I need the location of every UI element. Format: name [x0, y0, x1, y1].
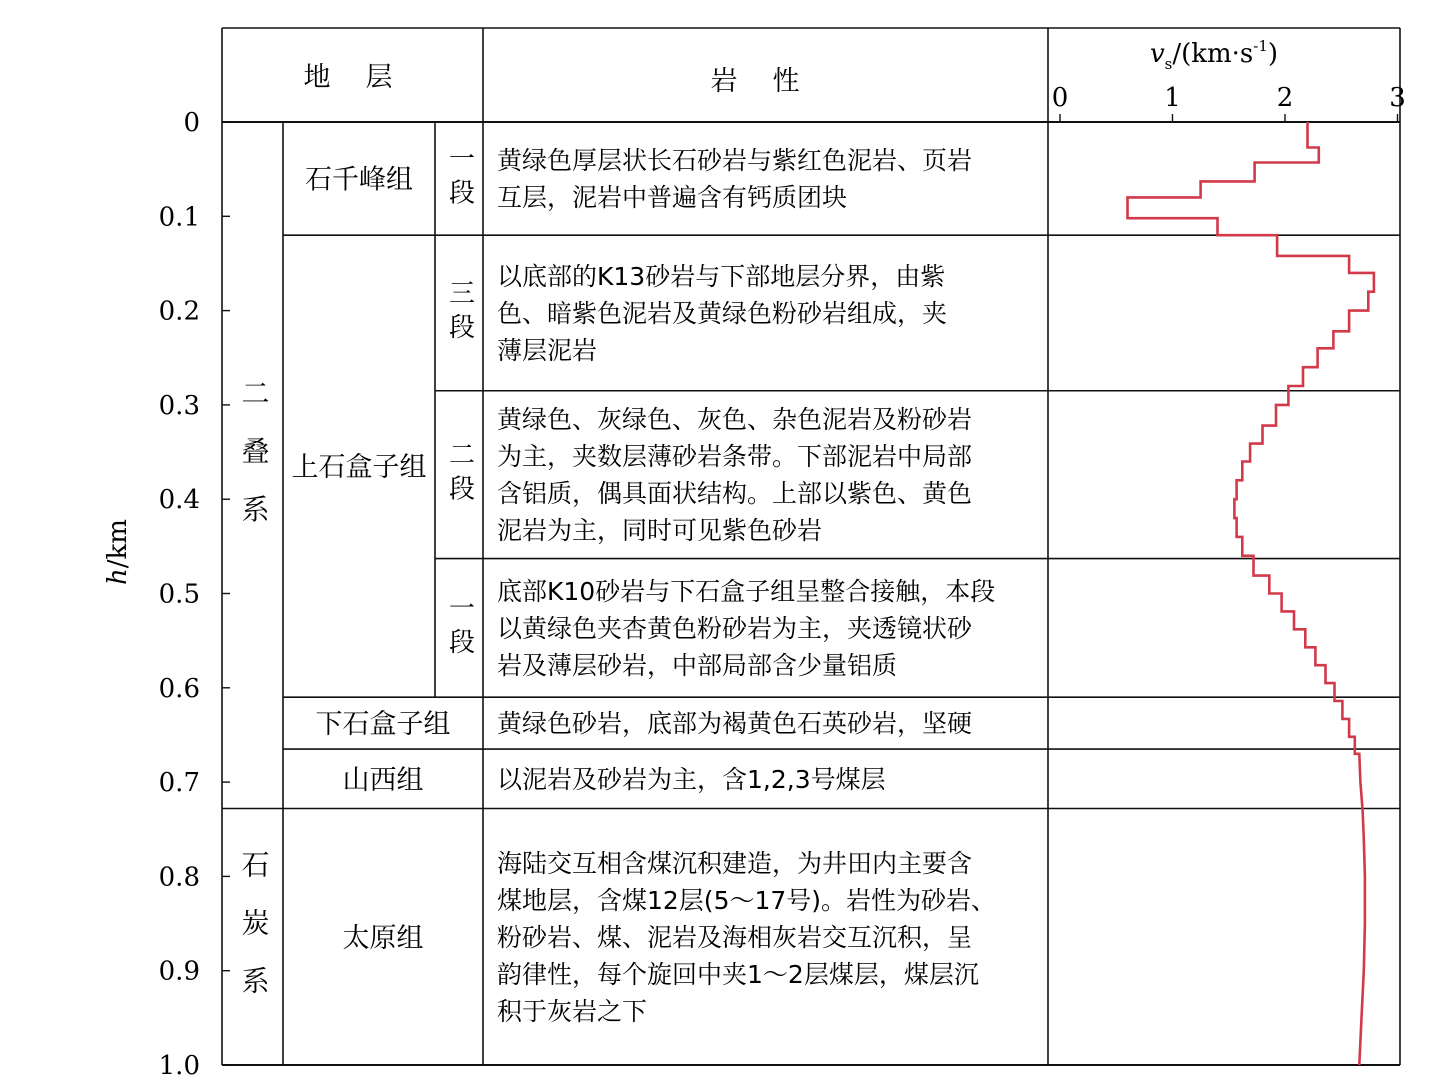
- vs-label-sup: -1: [1253, 37, 1268, 55]
- y-tick-label: 0.8: [158, 862, 200, 893]
- x-tick-label: 2: [1276, 83, 1294, 113]
- lithology-line: 为主，夹数层薄砂岩条带。下部泥岩中局部: [497, 442, 973, 472]
- lithology-line: 底部K10砂岩与下石盒子组呈整合接触，本段: [497, 576, 996, 606]
- system-name: 石炭系: [237, 849, 271, 1024]
- lithology-line: 薄层泥岩: [497, 335, 598, 365]
- vs-label-unit: /(km·s: [1172, 39, 1254, 69]
- x-tick-label: 1: [1164, 83, 1181, 113]
- x-tick-label: 3: [1389, 83, 1406, 113]
- y-label-unit: /km: [103, 519, 133, 569]
- lithology-header: 岩 性: [710, 66, 804, 97]
- y-tick-label: 0.2: [158, 296, 200, 327]
- formation-name: 下石盒子组: [315, 709, 451, 741]
- strata-header: 地 层: [303, 62, 397, 93]
- lithology-line: 以底部的K13砂岩与下部地层分界，由紫: [497, 261, 946, 291]
- lithology-line: 岩及薄层砂岩，中部局部含少量铝质: [497, 650, 898, 680]
- y-axis-ticks: [159, 108, 230, 1081]
- formation-name: 石千峰组: [305, 164, 413, 196]
- y-tick-label: 0.1: [158, 202, 200, 233]
- lithology-line: 粉砂岩、煤、泥岩及海相灰岩交互沉积，呈: [497, 922, 973, 952]
- vs-label-base: v: [1149, 39, 1165, 69]
- x-axis-ticks: [1052, 83, 1406, 122]
- lithology-line: 积于灰岩之下: [497, 996, 648, 1026]
- lithology-line: 泥岩为主，同时可见紫色砂岩: [497, 516, 823, 546]
- member-name: 一段: [444, 144, 475, 213]
- formation-column: [292, 165, 451, 954]
- lithology-line: 互层，泥岩中普遍含有钙质团块: [497, 183, 848, 213]
- y-tick-label: 0.7: [158, 768, 200, 799]
- member-name: 一段: [444, 593, 475, 662]
- formation-name: 太原组: [342, 922, 424, 954]
- y-tick-label: 0.6: [158, 673, 200, 704]
- y-tick-label: 0.9: [158, 956, 200, 987]
- velocity-series: [1128, 122, 1374, 1065]
- lithology-line: 以泥岩及砂岩为主，含1,2,3号煤层: [497, 764, 886, 794]
- y-tick-label: 0.3: [158, 390, 200, 421]
- y-tick-label: 0: [183, 108, 200, 138]
- lithology-line: 煤地层，含煤12层(5～17号)。岩性为砂岩、: [497, 885, 997, 915]
- x-tick-label: 0: [1051, 83, 1069, 113]
- formation-name: 山西组: [342, 764, 424, 796]
- table-header: [304, 37, 1279, 97]
- y-tick-label: 0.5: [158, 579, 200, 610]
- y-tick-label: 1.0: [158, 1051, 200, 1081]
- lithology-line: 黄绿色、灰绿色、灰色、杂色泥岩及粉砂岩: [497, 405, 973, 435]
- system-column: [238, 378, 271, 1024]
- lithology-line: 色、暗紫色泥岩及黄绿色粉砂岩组成，夹: [497, 298, 948, 328]
- y-label-h: h: [103, 568, 133, 585]
- vs-label-close: ): [1267, 39, 1279, 69]
- vs-label-sub: s: [1164, 55, 1173, 73]
- lithology-line: 海陆交互相含煤沉积建造，为井田内主要含: [497, 848, 973, 878]
- y-axis-label: [103, 519, 133, 585]
- lithology-line: 黄绿色厚层状长石砂岩与紫红色泥岩、页岩: [497, 146, 973, 176]
- lithology-line: 黄绿色砂岩，底部为褐黄色石英砂岩，坚硬: [497, 709, 973, 739]
- member-name: 三段: [444, 278, 475, 347]
- lithology-line: 含铝质，偶具面状结构。上部以紫色、黄色: [497, 479, 973, 509]
- vs-axis-label: [1150, 37, 1278, 73]
- system-name: 二叠系: [237, 378, 271, 553]
- y-tick-label: 0.4: [158, 485, 200, 516]
- lithology-line: 以黄绿色夹杏黄色粉砂岩为主，夹透镜状砂: [497, 613, 973, 643]
- lithology-column: [497, 146, 996, 1026]
- velocity-line: [1128, 122, 1374, 1065]
- formation-name: 上石盒子组: [291, 452, 427, 484]
- member-name: 二段: [444, 440, 475, 509]
- lithology-line: 韵律性，每个旋回中夹1～2层煤层，煤层沉: [497, 959, 979, 989]
- member-column: [445, 145, 475, 662]
